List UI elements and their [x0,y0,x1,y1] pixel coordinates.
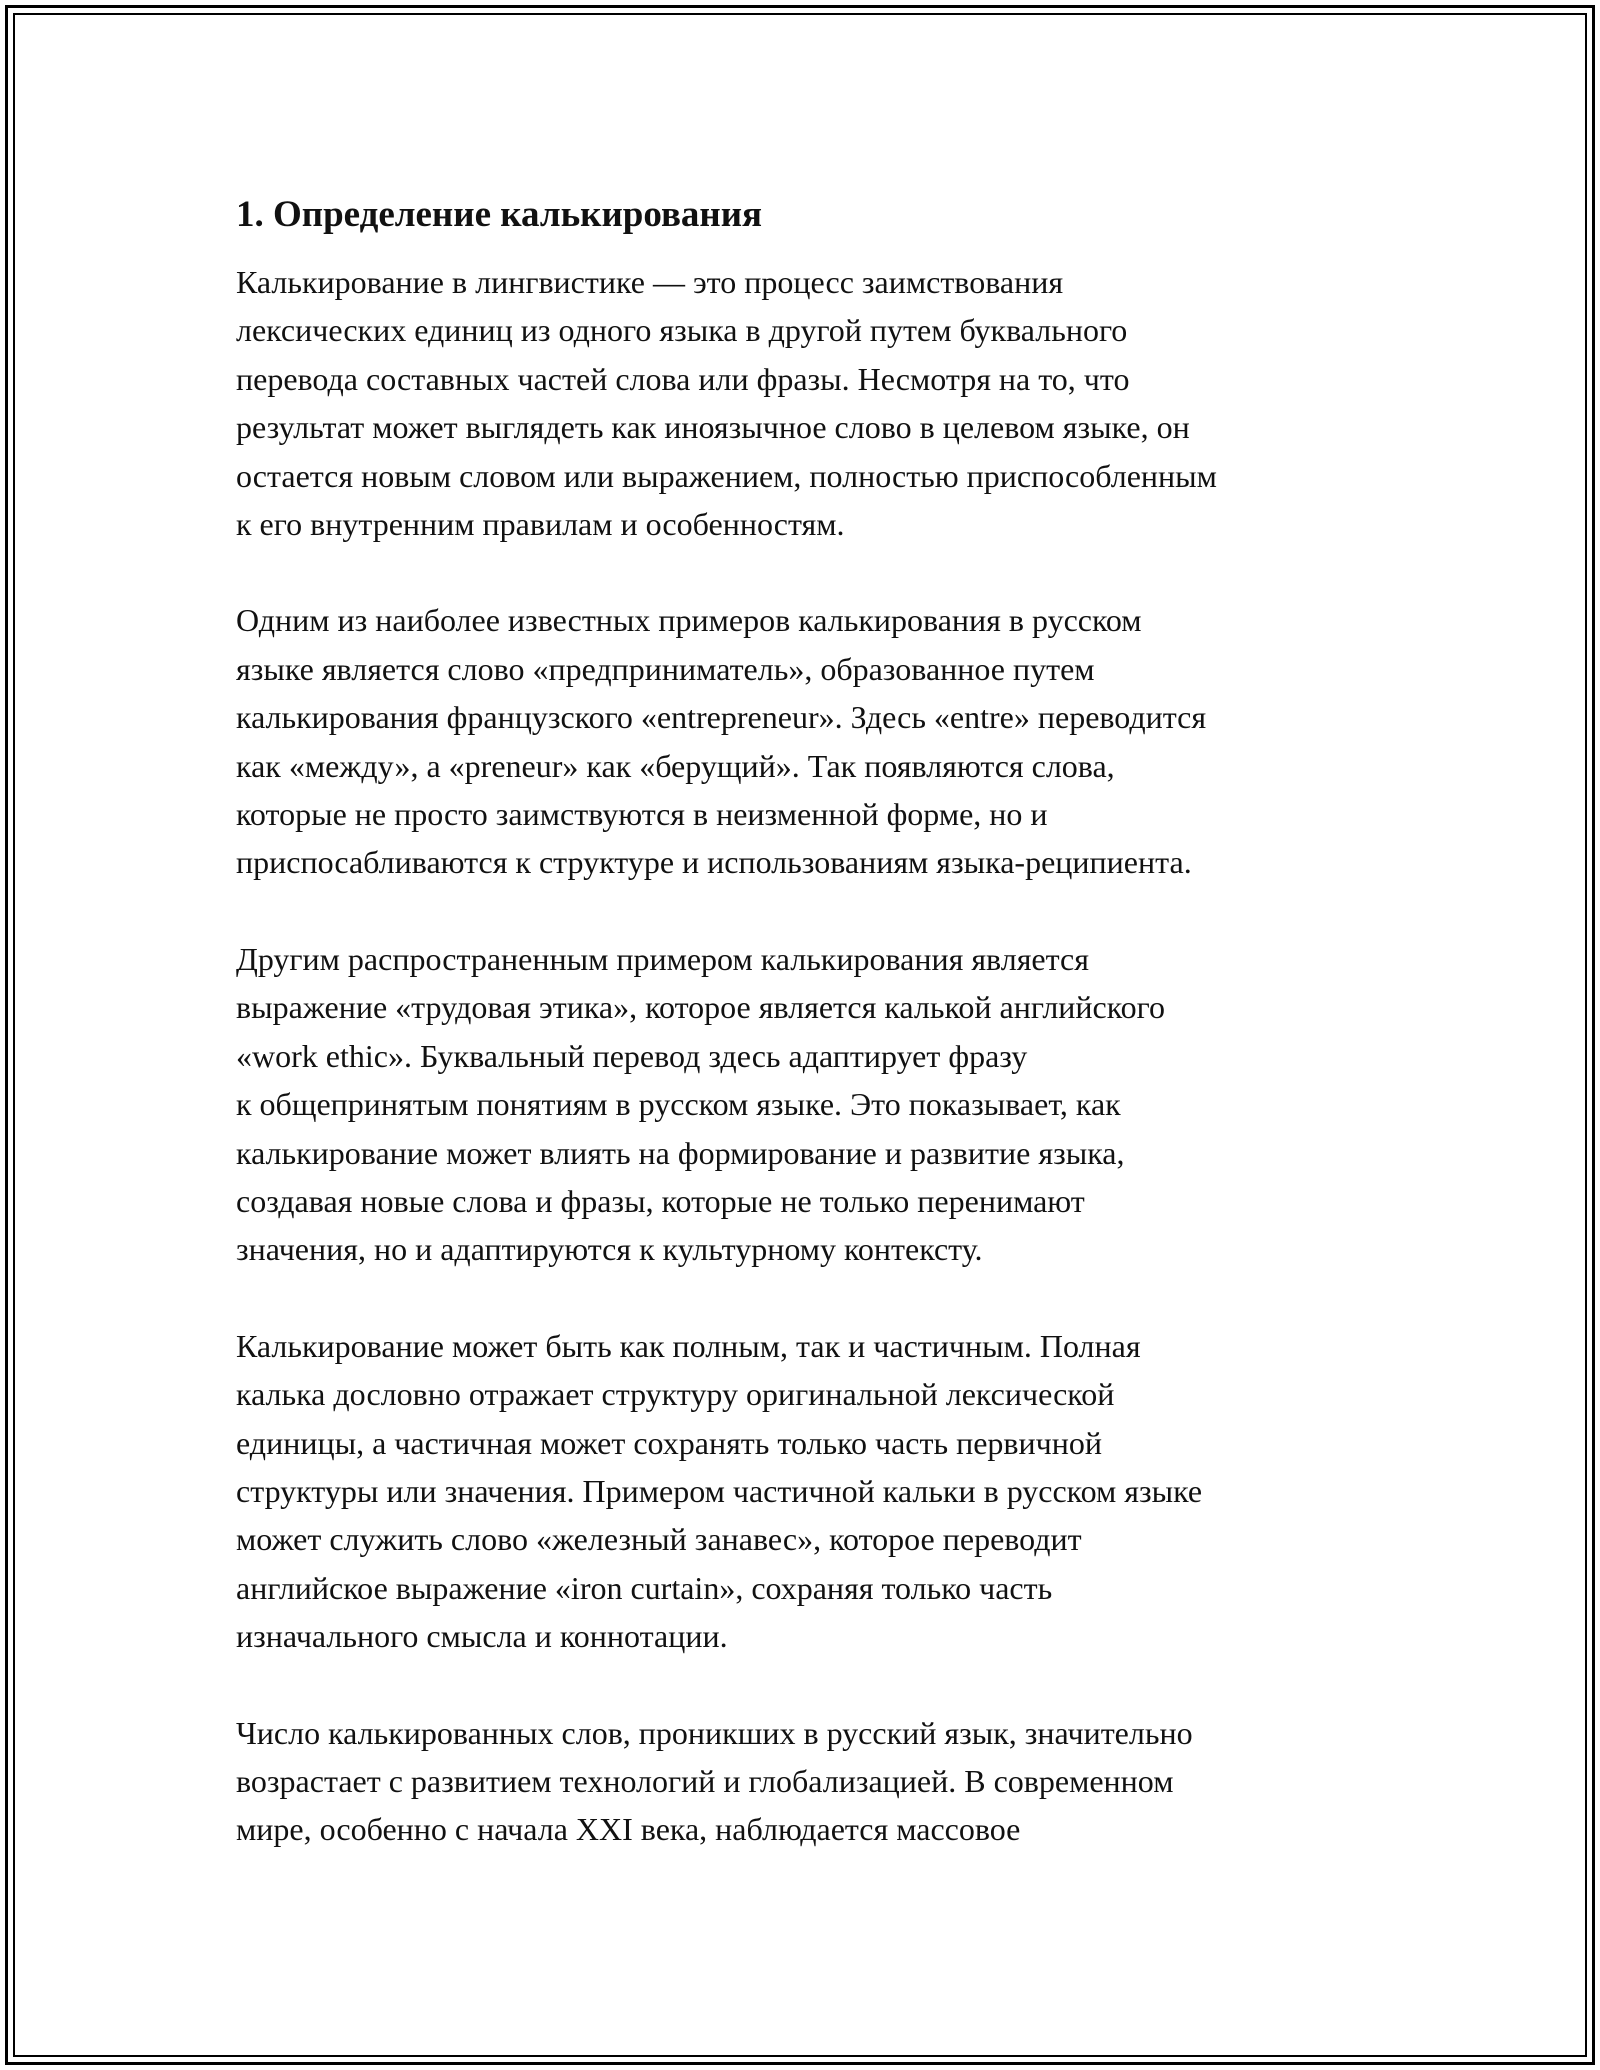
text-line: возрастает с развитием технологий и глобализацией. В современном [236,1762,1174,1799]
paragraph-definition [236,258,1386,548]
text-line: языке является слово «предприниматель», образованное путем [236,650,1095,687]
text-line: к его внутренним правилам и особенностям. [236,506,845,543]
text-line: создавая новые слова и фразы, которые не только перенимают [236,1182,1085,1219]
text-line: калька дословно отражает структуру оригинальной лексической [236,1376,1115,1413]
text-line: Калькирование может быть как полным, так и частичным. Полная [236,1327,1141,1364]
paragraph-work-ethic-example [236,935,1386,1274]
text-line: перевода составных частей слова или фразы. Несмотря на то, что [236,360,1130,397]
text-line: английское выражение «iron curtain», сохраняя только часть [236,1569,1053,1606]
text-line: как «между», а «preneur» как «берущий». Так появляются слова, [236,747,1115,784]
text-line: калькирования французского «entrepreneur». Здесь «entre» переводится [236,699,1207,736]
text-line: Число калькированных слов, проникших в русский язык, значительно [236,1714,1193,1751]
text-line: единицы, а частичная может сохранять только часть первичной [236,1424,1102,1461]
text-line: лексических единиц из одного языка в другой путем буквального [236,312,1128,349]
text-line: приспосабливаются к структуре и использованиям языка-реципиента. [236,844,1192,881]
text-line: изначального смысла и коннотации. [236,1618,728,1655]
document-body [236,186,1386,1902]
section-heading: 1. Определение калькирования [236,194,763,235]
text-line: структуры или значения. Примером частичной кальки в русском языке [236,1472,1203,1509]
text-line: «work ethic». Буквальный перевод здесь адаптирует фразу [236,1037,1028,1074]
text-line: мире, особенно с начала XXI века, наблюдается массовое [236,1811,1021,1848]
text-line: значения, но и адаптируются к культурному контексту. [236,1231,983,1268]
paragraph-entrepreneur-example [236,596,1386,886]
text-line: остается новым словом или выражением, полностью приспособленным [236,457,1217,494]
text-line: Калькирование в лингвистике — это процесс заимствования [236,264,1064,300]
text-line: к общепринятым понятиям в русском языке. Это показывает, как [236,1086,1121,1123]
text-line: может служить слово «железный занавес», которое переводит [236,1521,1082,1558]
paragraph-globalization [236,1709,1386,1854]
text-line: которые не просто заимствуются в неизменной форме, но и [236,796,1048,833]
text-line: калькирование может влиять на формирование и развитие языка, [236,1134,1125,1171]
text-line: Одним из наиболее известных примеров калькирования в русском [236,602,1142,639]
text-line: Другим распространенным примером калькирования является [236,940,1089,977]
paragraph-full-partial-calque [236,1322,1386,1661]
text-line: результат может выглядеть как иноязычное слово в целевом языке, он [236,409,1190,446]
text-line: выражение «трудовая этика», которое является калькой английского [236,989,1165,1026]
